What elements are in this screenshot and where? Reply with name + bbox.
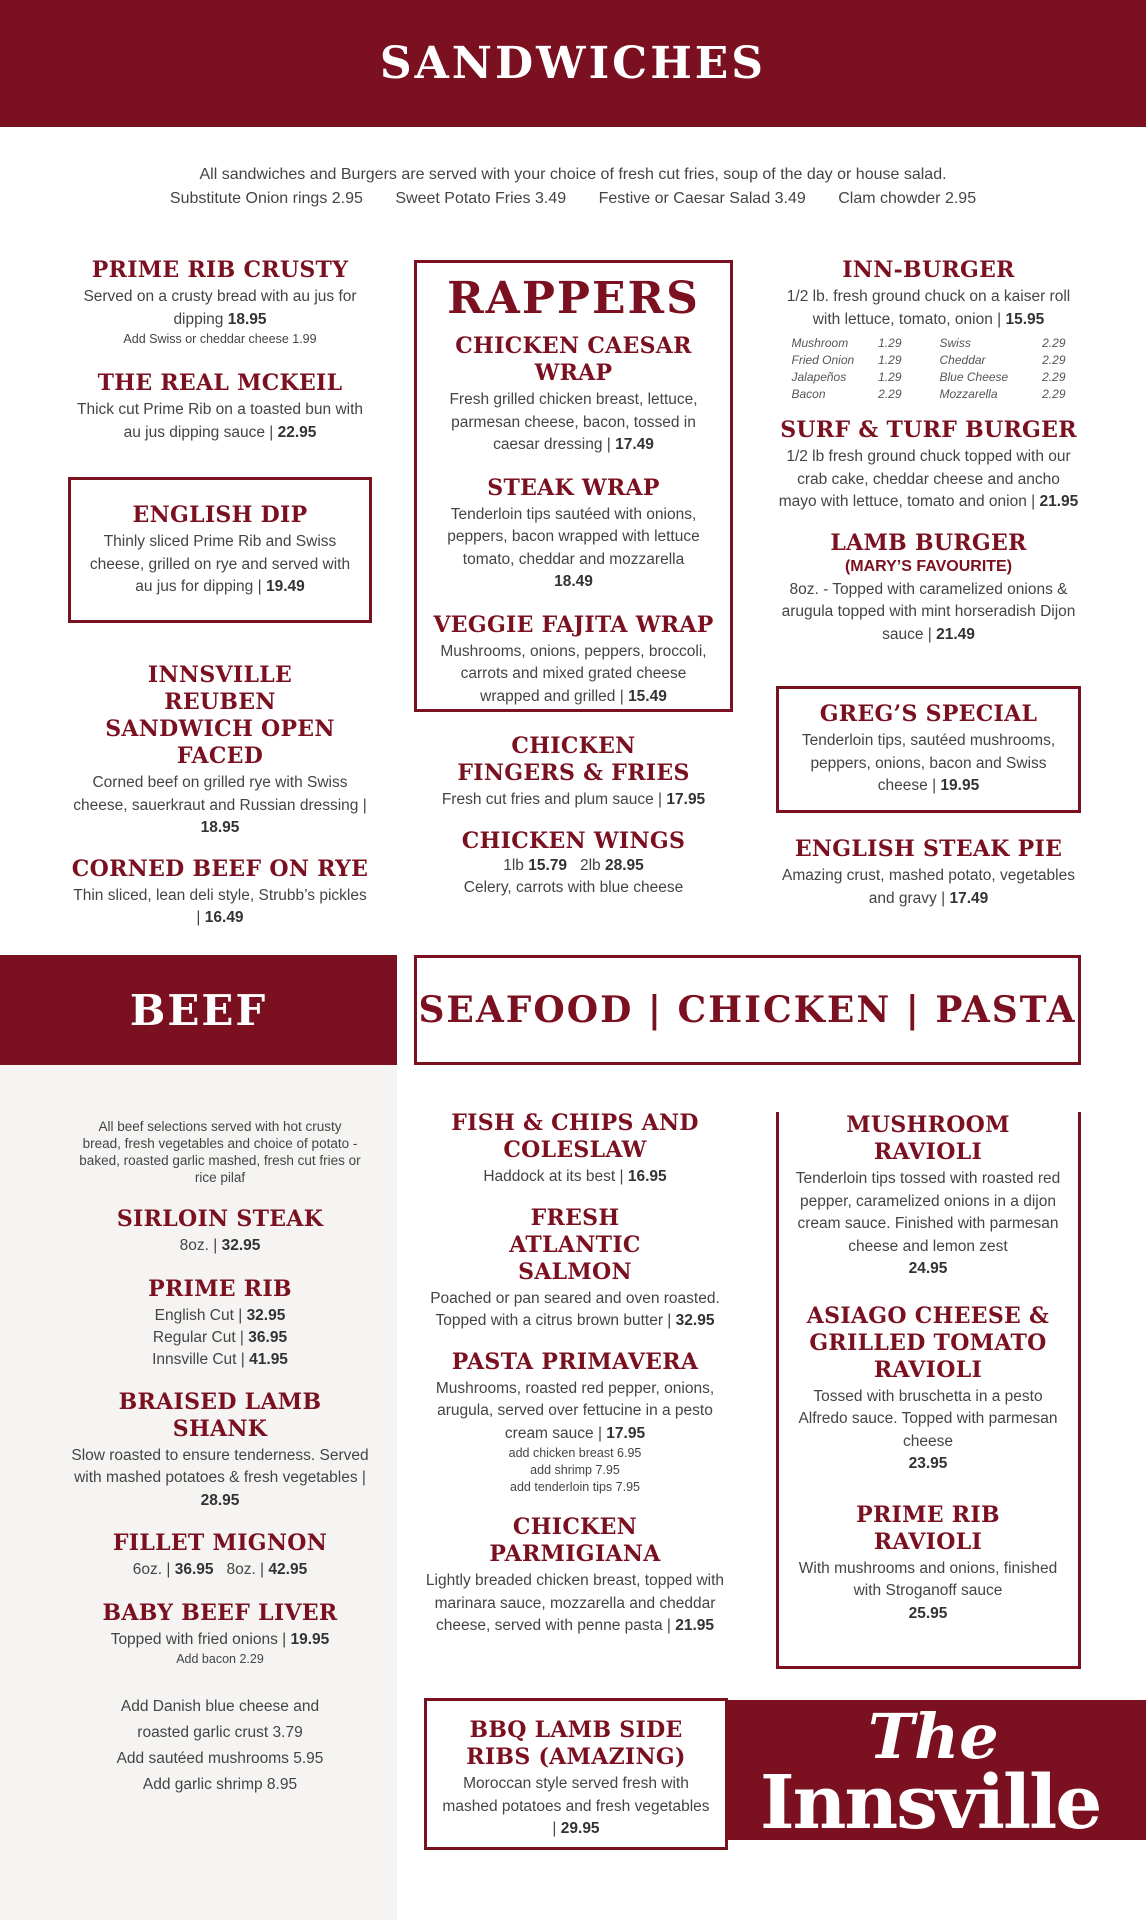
item-name: BBQ LAMB SIDE RIBS (AMAZING) — [466, 1717, 686, 1770]
menu-item — [70, 856, 370, 930]
item-desc: Amazing crust, mashed potato, vegetables and gravy | — [782, 867, 1075, 907]
item-name: FISH & CHIPS AND COLESLAW — [451, 1110, 699, 1163]
item-price: 21.95 — [675, 1617, 715, 1634]
logo-the: The — [868, 1700, 999, 1773]
item-subtitle: (MARY’S FAVOURITE) — [844, 557, 1013, 575]
topping-name: Mushroom — [791, 336, 849, 350]
topping-price: 1.29 — [878, 370, 902, 384]
item-name: CHICKEN PARMIGIANA — [489, 1514, 661, 1567]
menu-item — [789, 701, 1068, 798]
beef-intro: All beef selections served with hot crusty bread, fresh vegetables and choice of potato - baked, roasted garlic mashed, fresh cut fries or rice pilaf — [79, 1119, 361, 1185]
item-desc: With mushrooms and onions, finished with Stroganoff sauce — [798, 1559, 1058, 1599]
wings-price-2: 28.95 — [604, 856, 644, 874]
menu-item — [414, 828, 733, 900]
item-name: FILLET MIGNON — [112, 1530, 328, 1556]
topping-price: 2.29 — [1042, 370, 1066, 384]
menu-item — [776, 836, 1081, 910]
item-desc: Thin sliced, lean deli style, Strubb’s pickles | — [73, 886, 367, 926]
sub-onion-rings: Substitute Onion rings 2.95 — [169, 190, 363, 207]
cut-name: Innsville Cut | — [152, 1350, 245, 1368]
item-desc: Haddock at its best | — [483, 1168, 624, 1185]
item-price: 32.95 — [675, 1312, 715, 1329]
item-desc: Tenderloin tips, sautéed mushrooms, peppers, onions, bacon and Swiss cheese | — [801, 732, 1056, 794]
menu-item — [790, 1502, 1066, 1626]
english-dip-box — [68, 477, 372, 623]
item-name: PRIME RIB RAVIOLI — [856, 1501, 1000, 1555]
menu-item — [70, 370, 370, 444]
topping-name: Fried Onion — [791, 353, 855, 367]
item-name: LAMB BURGER — [830, 529, 1027, 556]
item-desc: Topped with fried onions | — [110, 1630, 287, 1648]
addon: roasted garlic crust 3.79 — [137, 1724, 303, 1741]
topping-price: 2.29 — [1042, 353, 1066, 367]
item-name: SURF & TURF BURGER — [780, 417, 1077, 443]
seafood-column — [425, 1110, 725, 1660]
item-price: 32.95 — [221, 1237, 261, 1254]
menu-item — [776, 530, 1081, 647]
menu-item — [70, 1389, 370, 1513]
pasta-add: add tenderloin tips 7.95 — [510, 1480, 640, 1494]
item-price: 17.95 — [606, 1424, 646, 1442]
item-name: CHICKEN FINGERS & FRIES — [457, 733, 690, 786]
item-desc: Lightly breaded chicken breast, topped with marinara sauce, mozzarella and cheddar cheese, served with penne pasta | — [425, 1572, 725, 1634]
menu-item — [425, 1514, 725, 1638]
item-name: CHICKEN WINGS — [461, 827, 686, 854]
item-price: 28.95 — [200, 1491, 240, 1509]
item-name: INNSVILLE REUBEN SANDWICH OPEN FACED — [105, 662, 335, 769]
item-price: 24.95 — [908, 1260, 948, 1277]
item-price: 15.49 — [628, 687, 667, 705]
item-price: 17.95 — [666, 791, 706, 808]
item-name: SIRLOIN STEAK — [116, 1206, 324, 1232]
item-name: BRAISED LAMB SHANK — [118, 1388, 322, 1442]
item-name: ENGLISH DIP — [132, 502, 308, 528]
item-name: ASIAGO CHEESE & GRILLED TOMATO RAVIOLI — [806, 1302, 1050, 1383]
menu-item — [790, 1303, 1066, 1476]
item-desc: Fresh cut fries and plum sauce | — [441, 791, 663, 808]
menu-item — [414, 733, 733, 812]
cut-name: Regular Cut | — [152, 1328, 244, 1346]
item-desc: Fresh grilled chicken breast, lettuce, parmesan cheese, bacon, tossed in caesar dressing | — [449, 391, 698, 453]
mignon-price-1: 36.95 — [174, 1561, 214, 1578]
topping-name: Blue Cheese — [939, 370, 1009, 384]
item-name: CHICKEN CAESAR WRAP — [455, 333, 692, 386]
cut-price: 32.95 — [246, 1306, 286, 1324]
menu-item — [70, 1530, 370, 1582]
item-name: INN-BURGER — [842, 257, 1015, 283]
item-desc: Served on a crusty bread with au jus for dipping — [83, 288, 357, 328]
menu-item — [425, 1349, 725, 1497]
mignon-size-1: 6oz. | — [132, 1561, 171, 1578]
menu-item — [70, 257, 370, 348]
item-desc: Thinly sliced Prime Rib and Swiss cheese, grilled on rye and served with au jus for dipping | — [89, 533, 351, 595]
item-name: CORNED BEEF ON RYE — [71, 855, 369, 882]
topping-name: Cheddar — [939, 353, 986, 367]
item-desc: Tenderloin tips tossed with roasted red pepper, caramelized onions in a dijon cream sauce. Finished with parmesan cheese and lemon zest — [795, 1170, 1061, 1255]
item-price: 19.95 — [290, 1630, 330, 1648]
topping-price: 1.29 — [878, 336, 902, 350]
burger-toppings — [776, 335, 1081, 403]
item-price: 29.95 — [560, 1820, 600, 1837]
item-price: 18.95 — [227, 310, 267, 328]
sandwich-intro — [0, 163, 1146, 211]
item-price: 16.95 — [627, 1168, 667, 1185]
item-price: 23.95 — [908, 1455, 948, 1472]
mignon-size-2: 8oz. | — [226, 1561, 265, 1578]
item-price: 17.49 — [615, 436, 654, 453]
page-title: SANDWICHES — [379, 38, 767, 89]
item-name: BABY BEEF LIVER — [102, 1599, 338, 1626]
addon: Add garlic shrimp 8.95 — [142, 1776, 298, 1793]
item-price: 18.95 — [200, 819, 240, 836]
topping-price: 2.29 — [1042, 336, 1066, 350]
menu-item — [429, 612, 718, 709]
seafood-title: SEAFOOD | CHICKEN | PASTA — [418, 989, 1077, 1031]
addon: Add sautéed mushrooms 5.95 — [116, 1750, 324, 1767]
topping-name: Mozzarella — [939, 387, 998, 401]
item-desc: 8oz. - Topped with caramelized onions & arugula topped with mint horseradish Dijon sauce | — [781, 580, 1076, 643]
item-price: 18.49 — [554, 573, 593, 590]
item-desc: Tenderloin tips sautéed with onions, peppers, bacon wrapped with lettuce tomato, cheddar and mozzarella — [447, 505, 700, 568]
pasta-add: add shrimp 7.95 — [530, 1463, 620, 1477]
beef-column — [70, 1118, 370, 1798]
seafood-header — [414, 955, 1081, 1065]
topping-name: Bacon — [791, 387, 826, 401]
addon: Add Danish blue cheese and — [120, 1698, 320, 1715]
menu-item — [70, 662, 370, 840]
sandwich-col-left-lower — [70, 662, 370, 952]
menu-item — [89, 502, 351, 599]
item-price: 21.49 — [936, 625, 975, 643]
item-price: 19.49 — [265, 578, 305, 595]
sandwich-col-right-lower — [776, 836, 1081, 932]
topping-price: 2.29 — [1042, 387, 1066, 401]
sub-salad: Festive or Caesar Salad 3.49 — [598, 190, 806, 207]
menu-item — [776, 257, 1081, 403]
item-desc: Slow roasted to ensure tenderness. Served with mashed potatoes & fresh vegetables | — [71, 1446, 369, 1486]
beef-title: BEEF — [129, 985, 268, 1035]
menu-item — [70, 1206, 370, 1258]
sandwich-col-right — [776, 257, 1081, 668]
item-price: 16.49 — [204, 909, 244, 926]
menu-item — [70, 1600, 370, 1669]
item-note: Add bacon 2.29 — [176, 1652, 264, 1666]
topping-name: Jalapeños — [791, 370, 847, 384]
topping-name: Swiss — [939, 336, 971, 350]
sandwich-col-mid-lower — [414, 733, 733, 922]
substitutions — [0, 187, 1146, 211]
item-price: 15.95 — [1005, 310, 1045, 328]
topping-price: 1.29 — [878, 353, 902, 367]
wings-size-2: 2lb — [579, 856, 601, 874]
topping-price: 2.29 — [878, 387, 902, 401]
item-desc: Tossed with bruschetta in a pesto Alfredo sauce. Topped with parmesan cheese — [798, 1387, 1058, 1450]
item-name: PRIME RIB CRUSTY — [91, 257, 349, 283]
item-name: ENGLISH STEAK PIE — [794, 836, 1063, 862]
mignon-price-2: 42.95 — [268, 1561, 308, 1578]
item-name: VEGGIE FAJITA WRAP — [433, 611, 714, 638]
sandwich-col-left — [70, 257, 370, 466]
menu-item — [429, 475, 718, 594]
wrappers-box — [414, 260, 733, 712]
item-desc: Corned beef on grilled rye with Swiss cheese, sauerkraut and Russian dressing | — [73, 774, 367, 814]
item-name: THE REAL MCKEIL — [97, 370, 343, 396]
beef-addons — [70, 1694, 370, 1798]
menu-item — [425, 1110, 725, 1189]
cut-name: English Cut | — [154, 1306, 243, 1324]
sub-chowder: Clam chowder 2.95 — [838, 190, 977, 207]
lamb-ribs-box — [424, 1698, 728, 1850]
wings-price-1: 15.79 — [528, 856, 568, 874]
item-price: 21.95 — [1039, 493, 1079, 510]
item-desc: 8oz. | — [179, 1237, 218, 1254]
item-desc: Mushrooms, roasted red pepper, onions, arugula, served over fettucine in a pesto cream sauce | — [435, 1379, 715, 1442]
item-desc: 1/2 lb. fresh ground chuck on a kaiser roll with lettuce, tomato, onion | — [786, 288, 1071, 328]
item-desc: Mushrooms, onions, peppers, broccoli, carrots and mixed grated cheese wrapped and grilled | — [440, 642, 707, 705]
wrappers-title: RAPPERS — [447, 273, 700, 324]
sandwiches-header — [0, 0, 1146, 127]
menu-item — [425, 1205, 725, 1333]
pasta-add: add chicken breast 6.95 — [508, 1446, 642, 1460]
item-name: STEAK WRAP — [487, 474, 660, 501]
item-desc: Thick cut Prime Rib on a toasted bun with au jus dipping sauce | — [76, 401, 364, 441]
item-desc: Celery, carrots with blue cheese — [463, 879, 684, 896]
item-note: Add Swiss or cheddar cheese 1.99 — [123, 332, 317, 346]
item-desc: Poached or pan seared and oven roasted. Topped with a citrus brown butter | — [430, 1289, 720, 1329]
menu-item — [790, 1112, 1066, 1281]
menu-item — [776, 417, 1081, 514]
item-price: 22.95 — [277, 423, 317, 441]
item-price: 19.95 — [940, 777, 980, 794]
item-price: 25.95 — [908, 1604, 948, 1622]
item-name: FRESH ATLANTIC SALMON — [509, 1204, 641, 1285]
wings-size-1: 1lb — [503, 856, 524, 874]
sub-sweet-potato: Sweet Potato Fries 3.49 — [395, 190, 567, 207]
beef-header — [0, 955, 397, 1065]
logo-name: Innsville — [760, 1760, 1101, 1846]
cut-price: 36.95 — [248, 1328, 288, 1346]
cut-price: 41.95 — [249, 1350, 288, 1368]
item-name: GREG’S SPECIAL — [819, 701, 1038, 727]
item-desc: Moroccan style served fresh with mashed potatoes and fresh vegetables | — [442, 1775, 710, 1837]
item-name: PASTA PRIMAVERA — [451, 1348, 699, 1375]
item-desc: 1/2 lb fresh ground chuck topped with our crab cake, cheddar cheese and ancho mayo with lettuce, tomato and onion | — [778, 448, 1071, 510]
intro-text: All sandwiches and Burgers are served with your choice of fresh cut fries, soup of the day or house salad. — [199, 166, 947, 183]
ravioli-column — [790, 1112, 1066, 1647]
menu-item — [70, 1276, 370, 1371]
gregs-special-box — [776, 686, 1081, 813]
item-name: PRIME RIB — [148, 1275, 292, 1302]
item-price: 17.49 — [949, 889, 989, 907]
item-name: MUSHROOM RAVIOLI — [846, 1112, 1010, 1165]
menu-item — [429, 333, 718, 457]
menu-item — [439, 1717, 713, 1841]
